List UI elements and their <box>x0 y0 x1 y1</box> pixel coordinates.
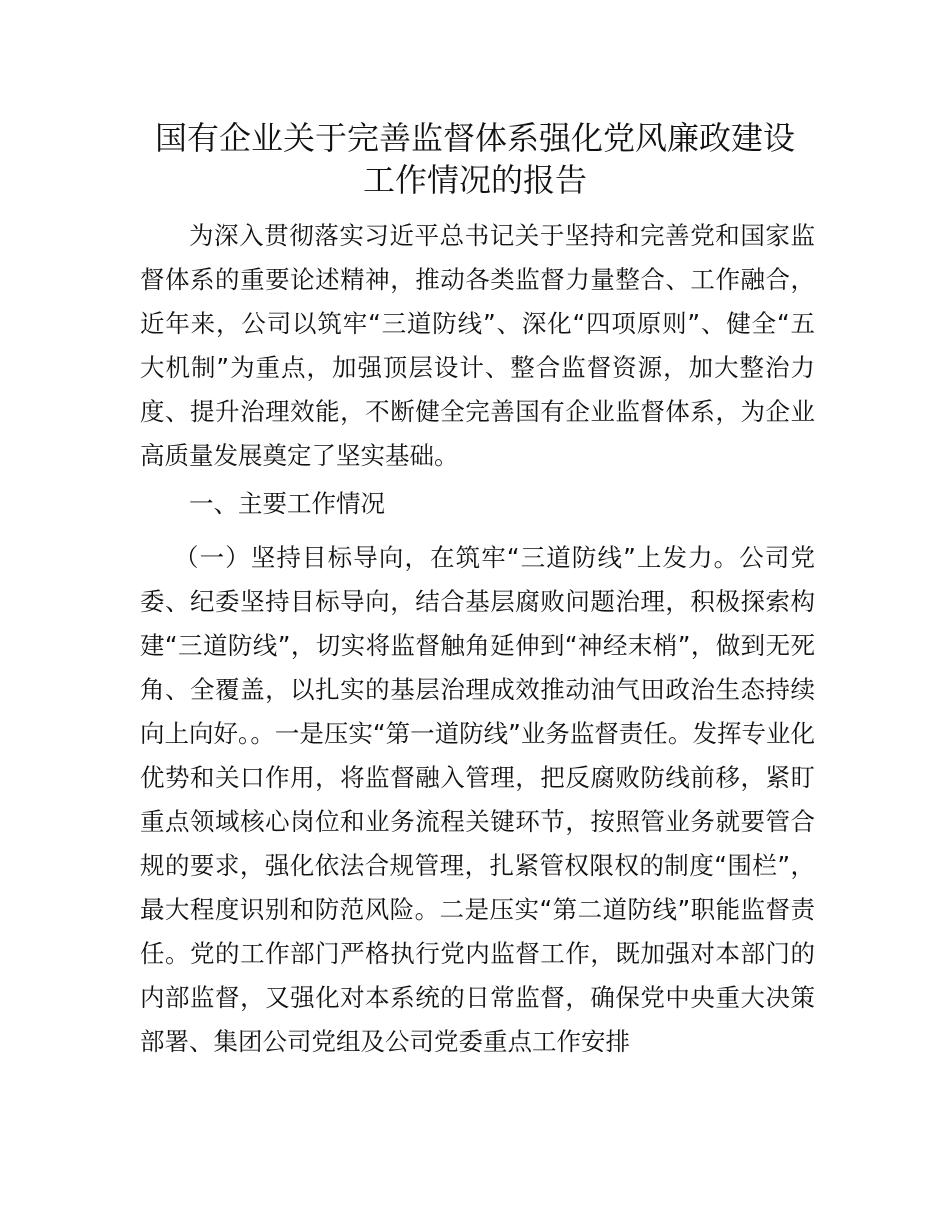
section-1-paragraph: （一）坚持目标导向，在筑牢“三道防线”上发力。公司党委、纪委坚持目标导向，结合基层腐败问题治理，积极探索构建“三道防线”，切实将监督触角延伸到“神经末梢”，做到无死角、全覆盖，以扎实的基层治理成效推动油气田政治生态持续向上向好。。一是压实“第一道防线”业务监督责任。发挥专业化优势和关口作用，将监督融入管理，把反腐败防线前移，紧盯重点领域核心岗位和业务流程关键环节，按照管业务就要管合规的要求，强化依法合规管理，扎紧管权限权的制度“围栏”，最大程度识别和防范风险。二是压实“第二道防线”职能监督责任。党的工作部门严格执行党内监督工作，既加强对本部门的内部监督，又强化对本系统的日常监督，确保党中央重大决策部署、集团公司党组及公司党委重点工作安排 <box>140 543 815 1056</box>
document-title-line-1: 国有企业关于完善监督体系强化党风廉政建设 <box>154 119 795 157</box>
document-title-line-2: 工作情况的报告 <box>362 161 587 199</box>
intro-paragraph: 为深入贯彻落实习近平总书记关于坚持和完善党和国家监督体系的重要论述精神，推动各类监督力量整合、工作融合，近年来，公司以筑牢“三道防线”、深化“四项原则”、健全“五大机制”为重点，加强顶层设计、整合监督资源，加大整治力度、提升治理效能，不断健全完善国有企业监督体系，为企业高质量发展奠定了坚实基础。 <box>140 221 815 470</box>
section-heading: 一、主要工作情况 <box>189 489 385 518</box>
